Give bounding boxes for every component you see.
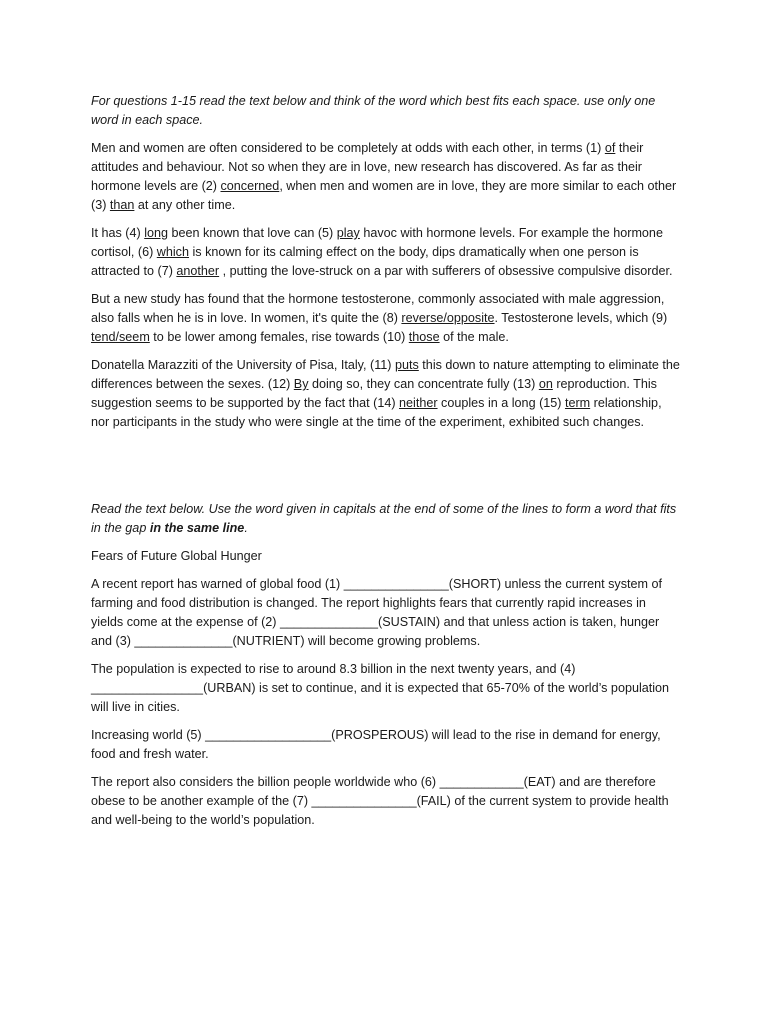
- text-segment: their attitudes and behaviour. Not so when they are in love, new research has discovered. As far as their hormone levels are (2): [91, 141, 644, 193]
- text-segment: reproduction. This suggestion seems to be supported by the fact that (14): [91, 377, 657, 410]
- text-segment: , putting the love-struck on a par with sufferers of obsessive compulsive disorder.: [219, 264, 673, 278]
- text-segment: relationship, nor participants in the study who were single at the time of the experiment, exhibited such changes.: [91, 396, 662, 429]
- text-segment: It has (4): [91, 226, 145, 240]
- part1-paragraph-4: [91, 356, 681, 432]
- answer-3: than: [109, 198, 135, 212]
- answer-8: reverse/opposite: [401, 311, 495, 325]
- text-segment: been known that love can (5): [168, 226, 337, 240]
- part2-paragraph-2: The population is expected to rise to around 8.3 billion in the next twenty years, and (4) ________________(URBAN) is set to continue, and it is expected that 65-70% of the world’s population will live in cities.: [91, 662, 670, 714]
- answer-15: term: [564, 396, 591, 410]
- answer-11: puts: [395, 358, 419, 372]
- part1-paragraph-1: [91, 139, 681, 215]
- text-segment: doing so, they can concentrate fully (13): [308, 377, 539, 391]
- answer-2: concerned: [220, 179, 280, 193]
- document-page: [91, 92, 681, 839]
- text-segment: havoc with hormone levels. For example the hormone cortisol, (6): [91, 226, 663, 259]
- text-segment: couples in a long (15): [437, 396, 565, 410]
- answer-14: neither: [399, 396, 438, 410]
- answer-4: long: [144, 226, 169, 240]
- text-segment: to be lower among females, rise towards (10): [149, 330, 409, 344]
- part1-paragraph-2: [91, 224, 681, 281]
- answer-9: tend/seem: [91, 330, 150, 344]
- text-segment: Men and women are often considered to be completely at odds with each other, in terms (1): [91, 141, 605, 155]
- answer-13: on: [538, 377, 553, 391]
- part2-paragraph-1: A recent report has warned of global food (1) _______________(SHORT) unless the current system of farming and food distribution is changed. The report highlights fears that currently rapid increases in yields come at the expense of (2) ______________(SUSTAIN) and that unless action is taken, hunger and (3) ______________(NUTRIENT) will become growing problems.: [91, 577, 663, 648]
- text-segment: at any other time.: [134, 198, 236, 212]
- part2-title: Fears of Future Global Hunger: [91, 549, 262, 563]
- text-segment: Donatella Marazziti of the University of Pisa, Italy, (11): [91, 358, 395, 372]
- text-segment: this down to nature attempting to eliminate the differences between the sexes. (12): [91, 358, 680, 391]
- text-segment: of the male.: [439, 330, 509, 344]
- answer-1: of: [604, 141, 616, 155]
- answer-10: those: [408, 330, 440, 344]
- answer-6: which: [156, 245, 189, 259]
- answer-7: another: [176, 264, 220, 278]
- part2-paragraph-4: The report also considers the billion people worldwide who (6) ____________(EAT) and are therefore obese to be another example of the (7) _______________(FAIL) of the current system to provide health and well-being to the world’s population.: [91, 775, 669, 827]
- part2-instruction: [91, 500, 681, 538]
- text-segment: But a new study has found that the hormone testosterone, commonly associated with male aggression, also falls when he is in love. In women, it's quite the (8): [91, 292, 665, 325]
- answer-12: By: [293, 377, 309, 391]
- part1-instruction: For questions 1-15 read the text below and think of the word which best fits each space. use only one word in each space.: [91, 94, 656, 127]
- instruction-text: Read the text below. Use the word given in capitals at the end of some of the lines to form a word that fits in the gap: [91, 502, 677, 535]
- answer-5: play: [336, 226, 360, 240]
- text-segment: , when men and women are in love, they are more similar to each other (3): [91, 179, 677, 212]
- section-spacer: [91, 441, 681, 500]
- instruction-emphasis: in the same line: [149, 521, 245, 535]
- part2-paragraph-3: Increasing world (5) __________________(PROSPEROUS) will lead to the rise in demand for energy, food and fresh water.: [91, 728, 661, 761]
- instruction-end: .: [244, 521, 248, 535]
- text-segment: . Testosterone levels, which (9): [494, 311, 668, 325]
- text-segment: is known for its calming effect on the body, dips dramatically when one person is attracted to (7): [91, 245, 639, 278]
- part1-paragraph-3: [91, 290, 681, 347]
